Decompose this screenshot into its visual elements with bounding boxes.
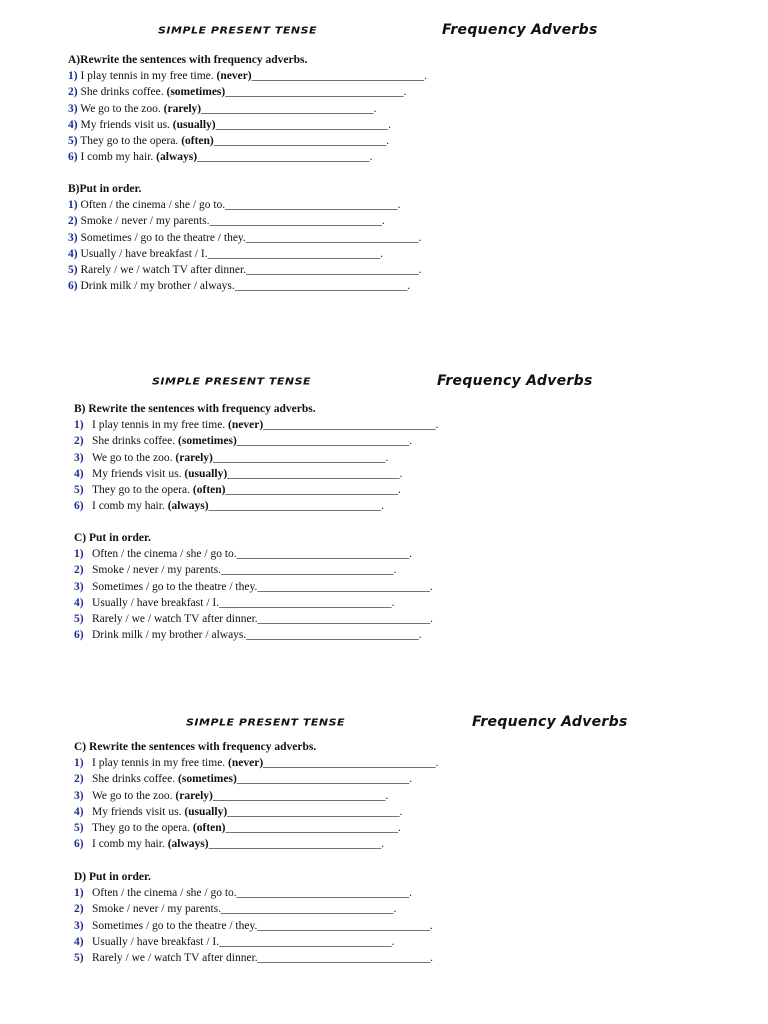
order-item: 2) Smoke / never / my parents.______________________________. [68,215,385,228]
answer-blank[interactable]: ______________________________. [257,580,433,593]
answer-blank[interactable]: ______________________________. [236,548,413,560]
rewrite-item: 3) We go to the zoo. (rarely)______________________________. [68,102,377,115]
order-item: 6) Drink milk / my brother / always.______________________________. [68,280,411,293]
order-item: 2) Smoke / never / my parents.______________________________. [74,564,397,577]
rewrite-item: 2) She drinks coffee. (sometimes)_______________________________. [68,86,407,99]
answer-blank[interactable]: ______________________________. [212,789,389,802]
order-item: 4) Usually / have breakfast / I.______________________________. [74,596,395,609]
rewrite-item: 5) They go to the opera. (often)______________________________. [74,822,401,835]
title-right: Frequency Adverbs [472,714,628,730]
answer-blank[interactable]: ______________________________. [215,118,391,131]
answer-blank[interactable]: ______________________________. [236,435,413,448]
order-item: 5) Rarely / we / watch TV after dinner.______________________________. [68,264,422,277]
answer-blank[interactable]: ______________________________. [257,919,433,932]
order-section [74,869,433,966]
rewrite-section [68,52,427,166]
answer-blank[interactable]: ______________________________. [225,484,401,497]
answer-blank[interactable]: ______________________________. [208,500,384,513]
order-item: 6) Drink milk / my brother / always.______________________________. [74,629,422,642]
answer-blank[interactable]: ______________________________. [225,822,401,835]
rewrite-item: 5) They go to the opera. (often)______________________________. [68,135,390,148]
order-section [74,530,433,644]
order-item: 2) Smoke / never / my parents.______________________________. [74,903,397,916]
rewrite-section [74,739,439,853]
answer-blank[interactable]: ______________________________. [213,135,390,148]
answer-blank[interactable]: ______________________________. [197,151,373,164]
answer-blank[interactable]: ______________________________. [221,564,397,577]
order-item: 1) Often / the cinema / she / go to.______________________________. [74,887,413,899]
answer-blank[interactable]: ______________________________. [257,613,434,626]
title-right: Frequency Adverbs [442,22,598,38]
title-left: SIMPLE PRESENT TENSE [186,716,346,729]
answer-blank[interactable]: ______________________________. [245,231,422,244]
answer-blank[interactable]: ______________________________. [246,264,422,277]
answer-blank[interactable]: ______________________________. [201,102,377,115]
answer-blank[interactable]: ______________________________. [227,805,403,818]
rewrite-heading: A)Rewrite the sentences with frequency adverbs. [68,54,308,66]
answer-blank[interactable]: ______________________________. [225,199,401,211]
answer-blank[interactable]: ______________________________. [207,247,383,260]
order-item: 1) Often / the cinema / she / go to.______________________________. [74,548,413,560]
answer-blank[interactable]: ______________________________. [246,629,422,642]
answer-blank[interactable]: ______________________________. [212,451,389,464]
order-item: 4) Usually / have breakfast / I.______________________________. [74,935,395,948]
answer-blank[interactable]: ______________________________. [219,596,395,609]
rewrite-item: 2) She drinks coffee. (sometimes)______________________________. [74,435,413,448]
answer-blank[interactable]: ______________________________. [234,280,411,293]
rewrite-item: 3) We go to the zoo. (rarely)______________________________. [74,451,389,464]
rewrite-item: 4) My friends visit us. (usually)______________________________. [74,805,403,818]
rewrite-item: 6) I comb my hair. (always)______________________________. [68,151,373,164]
answer-blank[interactable]: ______________________________. [251,70,428,82]
rewrite-heading: B) Rewrite the sentences with frequency adverbs. [74,403,316,415]
answer-blank[interactable]: ______________________________. [263,757,439,769]
answer-blank[interactable]: ______________________________. [236,773,413,786]
rewrite-item: 4) My friends visit us. (usually)______________________________. [74,467,403,480]
order-item: 3) Sometimes / go to the theatre / they.______________________________. [74,919,433,932]
rewrite-item: 3) We go to the zoo. (rarely)______________________________. [74,789,389,802]
rewrite-item: 1) I play tennis in my free time. (never)______________________________. [68,70,428,82]
rewrite-item: 4) My friends visit us. (usually)______________________________. [68,118,391,131]
rewrite-heading: C) Rewrite the sentences with frequency adverbs. [74,741,317,753]
order-heading: C) Put in order. [74,532,151,544]
answer-blank[interactable]: ______________________________. [227,467,403,480]
order-item: 3) Sometimes / go to the theatre / they.______________________________. [74,580,433,593]
rewrite-item: 5) They go to the opera. (often)______________________________. [74,484,401,497]
rewrite-section [74,401,439,515]
answer-blank[interactable]: ______________________________. [208,838,384,851]
order-item: 3) Sometimes / go to the theatre / they.______________________________. [68,231,422,244]
rewrite-item: 1) I play tennis in my free time. (never)______________________________. [74,419,439,431]
answer-blank[interactable]: ______________________________. [219,935,395,948]
order-heading: D) Put in order. [74,871,151,883]
title-right: Frequency Adverbs [437,373,593,389]
order-item: 5) Rarely / we / watch TV after dinner.______________________________. [74,613,434,626]
answer-blank[interactable]: ______________________________. [257,952,434,965]
title-left: SIMPLE PRESENT TENSE [158,24,318,37]
answer-blank[interactable]: ______________________________. [221,903,397,916]
order-item: 4) Usually / have breakfast / I.______________________________. [68,247,383,260]
answer-blank[interactable]: ______________________________. [236,887,413,899]
order-heading: B)Put in order. [68,183,142,195]
answer-blank[interactable]: ______________________________. [263,419,439,431]
title-left: SIMPLE PRESENT TENSE [152,375,312,388]
order-section [68,181,421,295]
rewrite-item: 1) I play tennis in my free time. (never)______________________________. [74,757,439,769]
rewrite-item: 2) She drinks coffee. (sometimes)______________________________. [74,773,413,786]
order-item: 5) Rarely / we / watch TV after dinner.______________________________. [74,952,434,965]
rewrite-item: 6) I comb my hair. (always)______________________________. [74,500,384,513]
answer-blank[interactable]: ______________________________. [209,215,385,228]
order-item: 1) Often / the cinema / she / go to.______________________________. [68,199,401,211]
rewrite-item: 6) I comb my hair. (always)______________________________. [74,838,384,851]
answer-blank[interactable]: _______________________________. [225,86,407,99]
